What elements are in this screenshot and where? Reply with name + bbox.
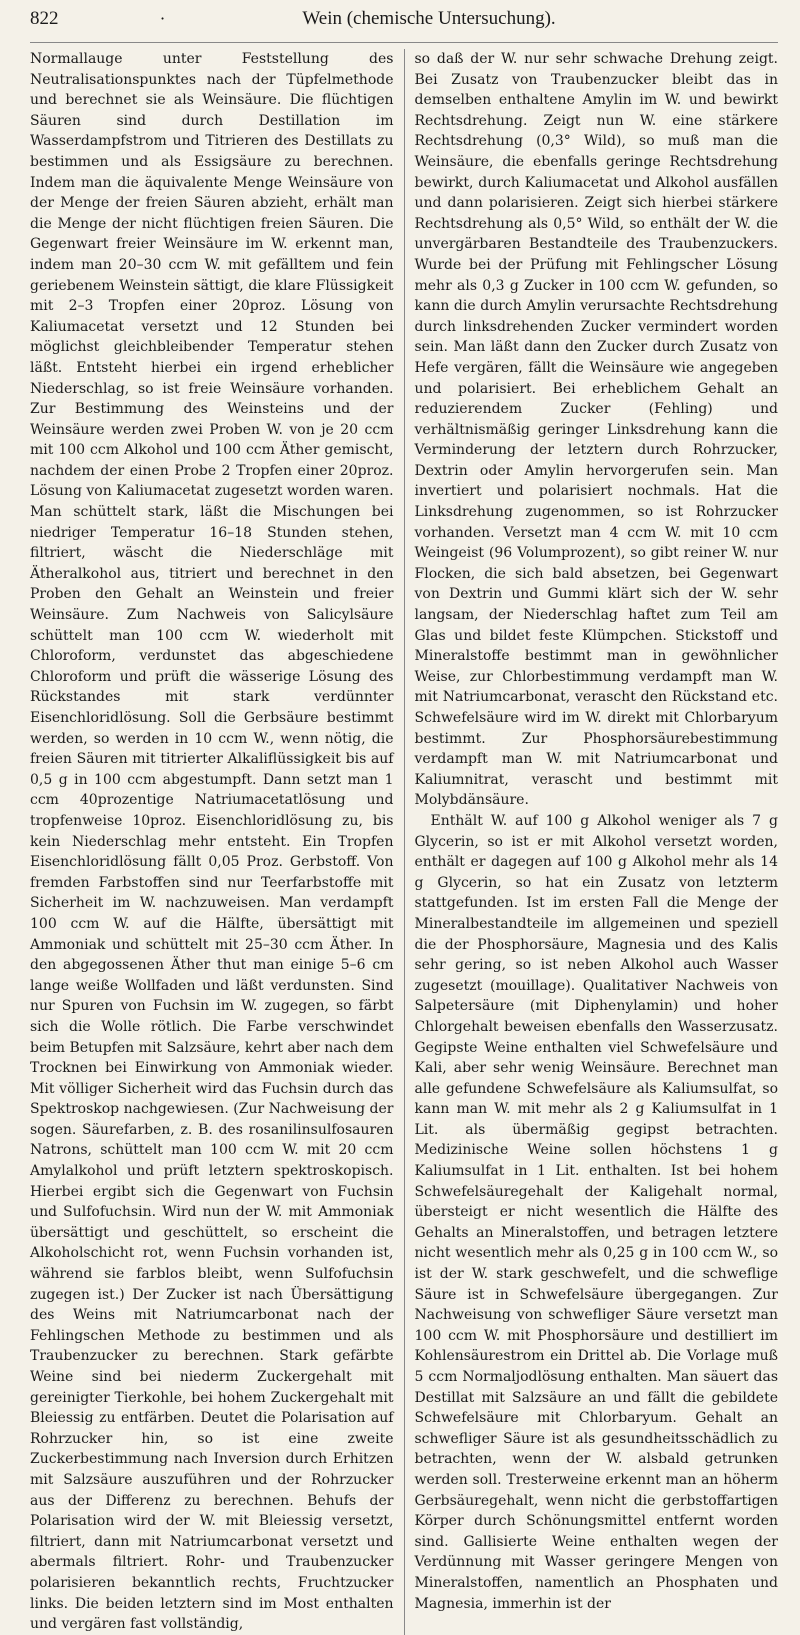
left-paragraph-1: Normallauge unter Feststellung des Neutralisationspunktes nach der Tüpfelmethode und berechnet sie als Weinsäure. Die flüchtigen Säuren sind durch Destillation im Wasserdampfstrom und Titrieren des Destillats zu bestimmen und als Essigsäure zu berechnen. Indem man die äquivalente Menge Weinsäure von der Menge der freien Säuren abzieht, erhält man die Menge der nicht flüchtigen freien Säuren. Die Gegenwart freier Weinsäure im W. erkennt man, indem man 20–30 ccm W. mit gefälltem und fein geriebenem Weinstein sättigt, die klare Flüssigkeit mit 2–3 Tropfen einer 20proz. Lösung von Kaliumacetat versetzt und 12 Stunden bei möglichst gleichbleibender Temperatur stehen läßt. Entsteht hierbei ein irgend erheblicher Niederschlag, so ist freie Weinsäure vorhanden. Zur Bestimmung des Weinsteins und der Weinsäure werden zwei Proben W. von je 20 ccm mit 100 ccm Alkohol und 100 ccm Äther gemischt, nachdem der einen Probe 2 Tropfen einer 20proz. Lösung von Kaliumacetat zugesetzt worden waren. Man schüttelt stark, läßt die Mischungen bei niedriger Temperatur 16–18 Stunden stehen, filtriert, wäscht die Niederschläge mit Ätheralkohol aus, titriert und berechnet in den Proben den Gehalt an Weinstein und freier Weinsäure. Zum Nachweis von Salicylsäure schüttelt man 100 ccm W. wiederholt mit Chloroform, verdunstet das abgeschiedene Chloroform und prüft die wässerige Lösung des Rückstandes mit stark verdünnter Eisenchloridlösung. Soll die Gerbsäure bestimmt werden, so werden in 10 ccm W., wenn nötig, die freien Säuren mit titrierter Alkaliflüssigkeit bis auf 0,5 g in 100 ccm abgestumpft. Dann setzt man 1 ccm 40prozentige Natriumacetatlösung und tropfenweise 10proz. Eisenchloridlösung zu, bis kein Niederschlag mehr entsteht. Ein Tropfen Eisenchloridlösung fällt 0,05 Proz. Gerbstoff. Von fremden Farbstoffen sind nur Teerfarbstoffe mit Sicherheit im W. nachzuweisen. Man verdampft 100 ccm W. auf die Hälfte, übersättigt mit Ammoniak und schüttelt mit 25–30 ccm Äther. In den abgegossenen Äther thut man einige 5–6 cm lange weiße Wollfaden und läßt verdunsten. Sind nur Spuren von Fuchsin im W. zugegen, so färbt sich die Wolle rötlich. Die Farbe verschwindet beim Betupfen mit Salzsäure, kehrt aber nach dem Trocknen bei Einwirkung von Ammoniak wieder. Mit völliger Sicherheit wird das Fuchsin durch das Spektroskop nachgewiesen. (Zur Nachweisung der sogen. Säurefarben, z. B. des rosanilinsulfosauren Natrons, schüttelt man 100 ccm W. mit 20 ccm Amylalkohol und prüft letztern spektroskopisch. Hierbei ergibt sich die Gegenwart von Fuchsin und Sulfofuchsin. Wird nun der W. mit Ammoniak übersättigt und geschüttelt, so erscheint die Alkoholschicht rot, wenn Fuchsin vorhanden ist, während sie farblos bleibt, wenn Sulfofuchsin zugegen ist.) Der Zucker ist nach Übersättigung des Weins mit Natriumcarbonat nach der Fehlingschen Methode zu bestimmen und als Traubenzucker zu berechnen. Stark gefärbte Weine sind bei niederm Zuckergehalt mit gereinigter Tierkohle, bei hohem Zuckergehalt mit Bleiessig zu entfärben. Deutet die Polarisation auf Rohrzucker hin, so ist eine zweite Zuckerbestimmung nach Inversion durch Erhitzen mit Salzsäure auszuführen und der Rohrzucker aus der Differenz zu berechnen. Behufs der Polarisation wird der W. mit Bleiessig versetzt, filtriert, dann mit Natriumcarbonat versetzt und abermals filtriert. Rohr- und Traubenzucker polarisieren bekanntlich rechts, Fruchtzucker links. Die beiden letztern sind im Most enthalten und vergären fast vollständig, bbox=[30, 51, 394, 1633]
header-separator: · bbox=[160, 9, 166, 28]
running-title: Wein (chemische Untersuchung). bbox=[302, 8, 556, 29]
right-paragraph-2: Enthält W. auf 100 g Alkohol weniger als 7 g Glycerin, so ist er mit Alkohol versetzt worden, enthält er dagegen auf 100 g Alkohol mehr als 14 g Glycerin, so hat ein Zusatz von letzterm stattgefunden. Ist im ersten Fall die Menge der Mineralbestandteile im allgemeinen und speziell die der Phosphorsäure, Magnesia und des Kalis sehr gering, so ist neben Alkohol auch Wasser zugesetzt (mouillage). Qualitativer Nachweis von Salpetersäure (mit Diphenylamin) und hoher Chlorgehalt beweisen ebenfalls den Wasserzusatz. Gegipste Weine enthalten viel Schwefelsäure und Kali, aber sehr wenig Weinsäure. Berechnet man alle gefundene Schwefelsäure als Kaliumsulfat, so kann man W. mit mehr als 2 g Kaliumsulfat in 1 Lit. als übermäßig gegipst betrachten. Medizinische Weine sollen höchstens 1 g Kaliumsulfat in 1 Lit. enthalten. Ist bei hohem Schwefelsäuregehalt der Kaligehalt normal, übersteigt er nicht wesentlich die Hälfte des Gehalts an Mineralstoffen, und betragen letztere nicht wesentlich mehr als 0,25 g in 100 ccm W., so ist der W. stark geschwefelt, und die schweflige Säure ist in Schwefelsäure übergegangen. Zur Nachweisung von schwefliger Säure versetzt man 100 ccm W. mit Phosphorsäure und destilliert im Kohlensäurestrom ein Drittel ab. Die Vorlage muß 5 ccm Normaljodlösung enthalten. Man säuert das Destillat mit Salzsäure an und fällt die gebildete Schwefelsäure mit Chlorbaryum. Gehalt an schwefliger Säure ist als gesundheitsschädlich zu betrachten, wenn der W. alsbald getrunken werden soll. Tresterweine erkennt man an höherm Gerbsäuregehalt, wenn nicht die gerbstoffartigen Körper durch Schönungsmittel entfernt worden sind. Gallisierte Weine enthalten wegen der Verdünnung mit Wasser geringere Mengen von Mineralstoffen, namentlich an Phosphaten und Magnesia, immerhin ist der bbox=[414, 812, 778, 1612]
right-column bbox=[415, 49, 779, 1635]
text-columns bbox=[30, 49, 778, 1635]
left-column bbox=[30, 49, 394, 1635]
page-header bbox=[30, 8, 778, 43]
column-divider bbox=[404, 49, 405, 1635]
right-paragraph-1: so daß der W. nur sehr schwache Drehung zeigt. Bei Zusatz von Traubenzucker bleibt das in demselben enthaltene Amylin im W. und bewirkt Rechtsdrehung. Zeigt nun W. eine stärkere Rechtsdrehung (0,3° Wild), so muß man die Weinsäure, die ebenfalls geringe Rechtsdrehung bewirkt, durch Kaliumacetat und Alkohol ausfällen und dann polarisieren. Zeigt sich hierbei stärkere Rechtsdrehung als 0,5° Wild, so enthält der W. die unvergärbaren Bestandteile des Traubenzuckers. Wurde bei der Prüfung mit Fehlingscher Lösung mehr als 0,3 g Zucker in 100 ccm W. gefunden, so kann die durch Amylin verursachte Rechtsdrehung durch linksdrehenden Zucker vermindert worden sein. Man läßt dann den Zucker durch Zusatz von Hefe vergären, fällt die Weinsäure wie angegeben und polarisiert. Bei erheblichem Gehalt an reduzierendem Zucker (Fehling) und verhältnismäßig geringer Linksdrehung kann die Verminderung der letztern durch Rohrzucker, Dextrin oder Amylin hervorgerufen sein. Man invertiert und polarisiert nochmals. Hat die Linksdrehung zugenommen, so ist Rohrzucker vorhanden. Versetzt man 4 ccm W. mit 10 ccm Weingeist (96 Volumprozent), so gibt reiner W. nur Flocken, die sich bald absetzen, bei Gegenwart von Dextrin und Gummi klärt sich der W. sehr langsam, der Niederschlag haftet zum Teil am Glas und bildet feste Klümpchen. Stickstoff und Mineralstoffe bestimmt man in gewöhnlicher Weise, zur Chlorbestimmung verdampft man W. mit Natriumcarbonat, verascht den Rückstand etc. Schwefelsäure wird im W. direkt mit Chlorbaryum bestimmt. Zur Phosphorsäurebestimmung verdampft man W. mit Natriumcarbonat und Kaliumnitrat, verascht und bestimmt mit Molybdänsäure. bbox=[414, 51, 778, 809]
page-number: 822 bbox=[30, 8, 59, 29]
